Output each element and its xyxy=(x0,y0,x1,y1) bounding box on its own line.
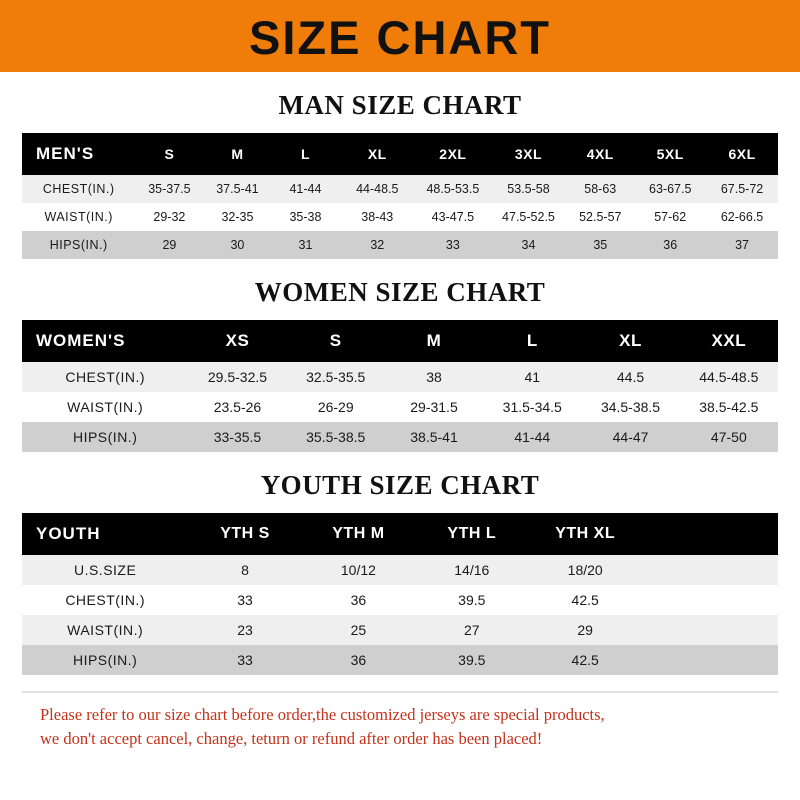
cell: 14/16 xyxy=(415,555,528,585)
cell: 36 xyxy=(302,585,415,615)
row-label-chest: CHEST(IN.) xyxy=(22,585,188,615)
cell: 41-44 xyxy=(483,422,581,452)
cell xyxy=(642,585,778,615)
cell: 25 xyxy=(302,615,415,645)
cell: 37.5-41 xyxy=(203,175,271,203)
table-row xyxy=(22,231,778,259)
table-row xyxy=(22,585,778,615)
col-header-womens: WOMEN'S xyxy=(22,320,188,362)
man-size-table xyxy=(22,133,778,259)
cell: 23 xyxy=(188,615,301,645)
row-label-waist: WAIST(IN.) xyxy=(22,615,188,645)
cell: 41 xyxy=(483,362,581,392)
cell xyxy=(642,615,778,645)
cell: 18/20 xyxy=(528,555,641,585)
cell: 44.5 xyxy=(581,362,679,392)
cell: 34 xyxy=(491,231,567,259)
cell: 47-50 xyxy=(680,422,778,452)
content-area xyxy=(0,90,800,751)
cell xyxy=(642,645,778,675)
cell: 52.5-57 xyxy=(566,203,634,231)
cell: 41-44 xyxy=(271,175,339,203)
cell: 29 xyxy=(528,615,641,645)
col-header-m: M xyxy=(203,133,271,175)
table-header-row xyxy=(22,320,778,362)
row-label-hips: HIPS(IN.) xyxy=(22,422,188,452)
table-row xyxy=(22,422,778,452)
col-header-xl: XL xyxy=(339,133,415,175)
col-header-s: S xyxy=(135,133,203,175)
col-header-xl: XL xyxy=(581,320,679,362)
footer-line-2: we don't accept cancel, change, teturn or refund after order has been placed! xyxy=(40,728,543,748)
page-title: SIZE CHART xyxy=(249,10,551,64)
cell: 48.5-53.5 xyxy=(415,175,491,203)
col-header-yth-l: YTH L xyxy=(415,513,528,555)
header-banner xyxy=(0,0,800,72)
youth-size-table xyxy=(22,513,778,675)
row-label-us-size: U.S.SIZE xyxy=(22,555,188,585)
cell: 30 xyxy=(203,231,271,259)
section-title-youth: YOUTH SIZE CHART xyxy=(260,470,540,500)
table-header-row xyxy=(22,513,778,555)
cell: 63-67.5 xyxy=(634,175,706,203)
cell: 32.5-35.5 xyxy=(287,362,385,392)
women-size-table xyxy=(22,320,778,452)
cell: 53.5-58 xyxy=(491,175,567,203)
cell: 58-63 xyxy=(566,175,634,203)
cell: 10/12 xyxy=(302,555,415,585)
row-label-waist: WAIST(IN.) xyxy=(22,392,188,422)
cell: 44-47 xyxy=(581,422,679,452)
cell: 67.5-72 xyxy=(706,175,778,203)
section-women xyxy=(22,277,778,452)
col-header-yth-s: YTH S xyxy=(188,513,301,555)
table-row xyxy=(22,362,778,392)
table-row xyxy=(22,615,778,645)
cell: 57-62 xyxy=(634,203,706,231)
row-label-chest: CHEST(IN.) xyxy=(22,362,188,392)
col-header-4xl: 4XL xyxy=(566,133,634,175)
table-header-row xyxy=(22,133,778,175)
col-header-xs: XS xyxy=(188,320,286,362)
cell: 32 xyxy=(339,231,415,259)
col-header-6xl: 6XL xyxy=(706,133,778,175)
cell: 39.5 xyxy=(415,645,528,675)
cell: 36 xyxy=(634,231,706,259)
cell: 62-66.5 xyxy=(706,203,778,231)
cell: 47.5-52.5 xyxy=(491,203,567,231)
col-header-l: L xyxy=(483,320,581,362)
cell: 23.5-26 xyxy=(188,392,286,422)
cell: 43-47.5 xyxy=(415,203,491,231)
cell: 31.5-34.5 xyxy=(483,392,581,422)
cell: 26-29 xyxy=(287,392,385,422)
section-man xyxy=(22,90,778,259)
col-header-2xl: 2XL xyxy=(415,133,491,175)
section-title-women: WOMEN SIZE CHART xyxy=(254,277,546,307)
cell: 37 xyxy=(706,231,778,259)
col-header-s: S xyxy=(287,320,385,362)
cell: 8 xyxy=(188,555,301,585)
cell: 29-32 xyxy=(135,203,203,231)
footer-note xyxy=(22,693,778,751)
row-label-chest: CHEST(IN.) xyxy=(22,175,135,203)
cell: 33 xyxy=(188,645,301,675)
col-header-3xl: 3XL xyxy=(491,133,567,175)
cell: 35.5-38.5 xyxy=(287,422,385,452)
row-label-hips: HIPS(IN.) xyxy=(22,645,188,675)
col-header-l: L xyxy=(271,133,339,175)
col-header-blank xyxy=(642,513,778,555)
col-header-m: M xyxy=(385,320,483,362)
section-youth xyxy=(22,470,778,675)
cell: 44.5-48.5 xyxy=(680,362,778,392)
cell: 44-48.5 xyxy=(339,175,415,203)
cell: 33 xyxy=(188,585,301,615)
cell: 42.5 xyxy=(528,585,641,615)
col-header-youth: YOUTH xyxy=(22,513,188,555)
cell: 32-35 xyxy=(203,203,271,231)
col-header-yth-m: YTH M xyxy=(302,513,415,555)
table-row xyxy=(22,645,778,675)
row-label-waist: WAIST(IN.) xyxy=(22,203,135,231)
table-row xyxy=(22,203,778,231)
cell: 33 xyxy=(415,231,491,259)
cell: 35-37.5 xyxy=(135,175,203,203)
cell: 29-31.5 xyxy=(385,392,483,422)
table-row xyxy=(22,175,778,203)
col-header-5xl: 5XL xyxy=(634,133,706,175)
section-title-man: MAN SIZE CHART xyxy=(278,90,522,120)
cell: 38.5-41 xyxy=(385,422,483,452)
cell: 38.5-42.5 xyxy=(680,392,778,422)
cell: 34.5-38.5 xyxy=(581,392,679,422)
footer-line-1: Please refer to our size chart before order,the customized jerseys are special products, xyxy=(40,705,605,724)
cell: 33-35.5 xyxy=(188,422,286,452)
cell: 29 xyxy=(135,231,203,259)
row-label-hips: HIPS(IN.) xyxy=(22,231,135,259)
cell: 36 xyxy=(302,645,415,675)
cell: 42.5 xyxy=(528,645,641,675)
cell: 29.5-32.5 xyxy=(188,362,286,392)
cell: 38-43 xyxy=(339,203,415,231)
col-header-xxl: XXL xyxy=(680,320,778,362)
cell: 27 xyxy=(415,615,528,645)
table-row xyxy=(22,392,778,422)
col-header-yth-xl: YTH XL xyxy=(528,513,641,555)
cell: 39.5 xyxy=(415,585,528,615)
cell xyxy=(642,555,778,585)
cell: 31 xyxy=(271,231,339,259)
cell: 38 xyxy=(385,362,483,392)
cell: 35-38 xyxy=(271,203,339,231)
table-row xyxy=(22,555,778,585)
col-header-mens: MEN'S xyxy=(22,133,135,175)
cell: 35 xyxy=(566,231,634,259)
